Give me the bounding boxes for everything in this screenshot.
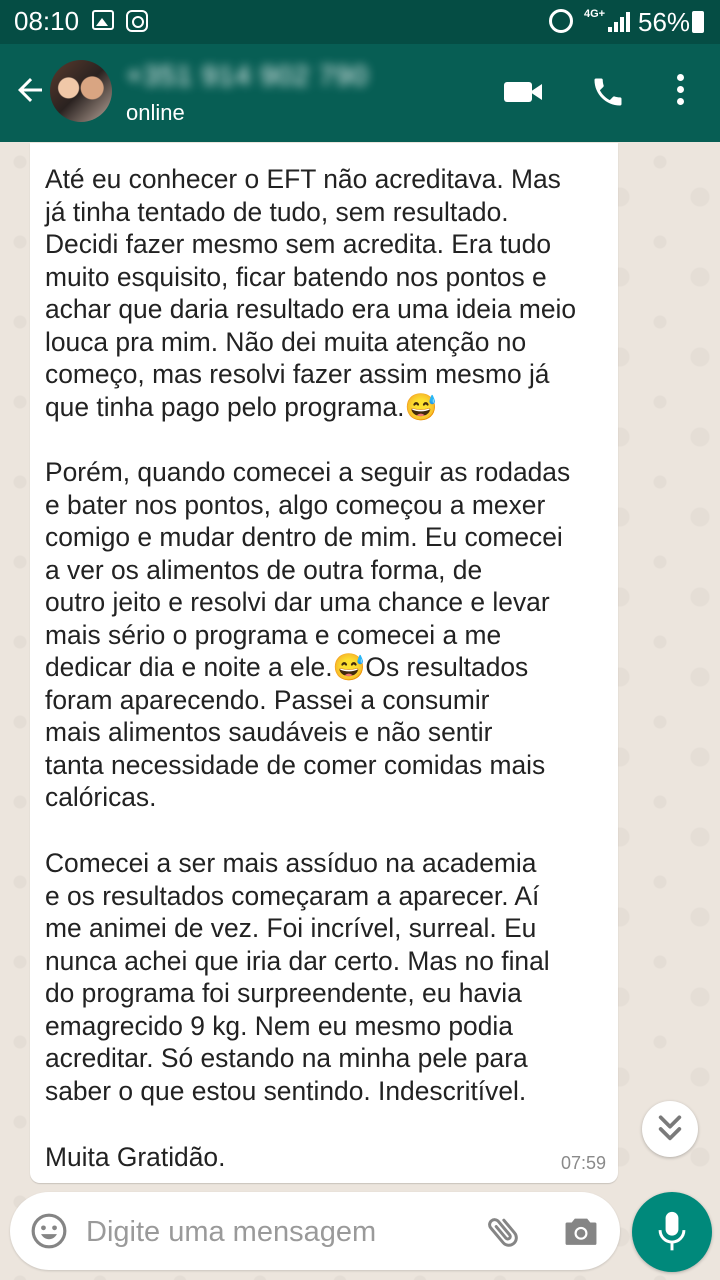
alarm-icon: [549, 9, 573, 33]
message-paragraph: Até eu conhecer o EFT não acreditava. Mas já tinha tentado de tudo, sem resultado. Decidi fazer mesmo sem acredita. Era tudo muito esquisito, ficar batendo nos pontos e achar que daria resultado era uma ideia meio louca pra mim. Não dei muita atenção no começo, mas resolvi fazer assim mesmo já que tinha pago pelo programa.😅: [45, 164, 577, 422]
signal-icon: [608, 12, 632, 32]
camera-icon[interactable]: [562, 1214, 600, 1248]
voice-record-button[interactable]: [632, 1192, 712, 1272]
status-time: 08:10: [14, 6, 80, 36]
contact-status: online: [126, 100, 185, 125]
video-call-icon[interactable]: [504, 82, 532, 102]
attach-icon[interactable]: [484, 1210, 524, 1254]
instagram-icon: [126, 10, 148, 32]
avatar[interactable]: [50, 60, 112, 122]
contact-name[interactable]: +351 914 902 790: [126, 60, 369, 91]
phone-icon[interactable]: [590, 74, 626, 110]
message-paragraph: Porém, quando comecei a seguir as rodadas e bater nos pontos, algo começou a mexer comigo e mudar dentro de mim. Eu comecei a ver os alimentos de outra forma, de outro jeito e resolvi dar uma chance e levar mais sério o programa e comecei a me dedicar dia e noite a ele.😅Os resultados foram aparecendo. Passei a consumir mais alimentos saudáveis e não sentir tanta necessidade de comer comidas mais calóricas.: [45, 457, 571, 812]
battery-icon: [692, 11, 704, 33]
emoji-icon[interactable]: [30, 1212, 68, 1250]
message-composer: [10, 1192, 620, 1270]
status-bar: [0, 0, 720, 44]
battery-level: 56%: [638, 7, 691, 37]
message-paragraph: Comecei a ser mais assíduo na academia e os resultados começaram a aparecer. Aí me animei de vez. Foi incrível, surreal. Eu nunca achei que iria dar certo. Mas no final do programa foi surpreendente, eu havia emagrecido 9 kg. Nem eu mesmo podia acreditar. Só estando na minha pele para saber o que estou sentindo. Indescritível.: [45, 848, 550, 1106]
message-timestamp: 07:59: [560, 1153, 606, 1173]
chat-header: [0, 44, 720, 142]
message-input[interactable]: [84, 1210, 418, 1254]
back-arrow-icon[interactable]: [12, 70, 48, 110]
chevron-double-down-icon: [642, 1101, 698, 1157]
scroll-down-button[interactable]: [642, 1101, 698, 1157]
message-paragraph: Muita Gratidão.: [45, 1142, 226, 1172]
network-type: 4G+: [584, 8, 606, 20]
message-bubble[interactable]: [30, 143, 618, 1183]
more-vertical-icon[interactable]: [674, 74, 686, 110]
gallery-icon: [92, 10, 114, 30]
mic-icon: [656, 1210, 688, 1254]
